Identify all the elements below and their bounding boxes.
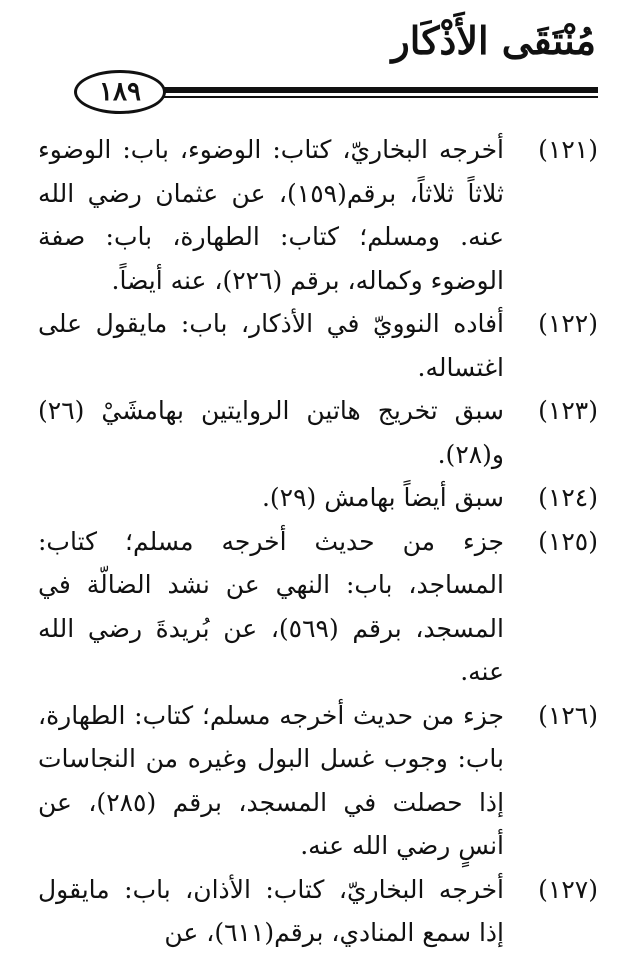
footnote-text: أخرجه البخاريّ، كتاب: الوضوء، باب: الوضوء ثلاثاً ثلاثاً، برقم(١٥٩)، عن عثمان رضي الله عنه. ومسلم؛ كتاب: الطهارة، باب: صفة الوضوء وكماله، برقم (٢٢٦)، عنه أيضاً. [38,135,504,295]
footnote-number: (١٢٥) [538,526,598,556]
footnote-text: سبق تخريج هاتين الروايتين بهامشَيْ (٢٦) و(٢٨). [38,396,504,469]
footnote-item [38,520,598,694]
footnote-text: أفاده النوويّ في الأذكار، باب: مايقول على اغتساله. [38,309,504,382]
footnote-item [38,868,598,955]
footnote-text: أخرجه البخاريّ، كتاب: الأذان، باب: مايقول إذا سمع المنادي، برقم(٦١١)، عن [38,874,504,947]
footnote-number: (١٢٦) [538,700,598,730]
footnote-item [38,389,598,476]
footnote-number: (١٢٤) [538,483,598,512]
page-header [0,0,638,110]
page-number: ١٨٩ [99,77,141,107]
footnote-text: سبق أيضاً بهامش (٢٩). [261,483,504,512]
footnote-item [38,302,598,389]
footnote-number: (١٢٧) [538,874,598,904]
header-rule-thin [150,96,598,98]
page-number-oval [74,70,166,114]
footnote-item [38,128,598,302]
footnote-number: (١٢٣) [538,396,598,425]
footnote-item [38,694,598,868]
footnote-text: جزء من حديث أخرجه مسلم؛ كتاب: المساجد، باب: النهي عن نشد الضالّة في المسجد، برقم (٥٦٩)، عن بُريدةَ رضي الله عنه. [38,526,504,686]
footnotes-list [38,128,598,955]
footnote-number: (١٢١) [538,135,598,164]
footnote-item [38,476,598,520]
footnote-text: جزء من حديث أخرجه مسلم؛ كتاب: الطهارة، باب: وجوب غسل البول وغيره من النجاسات إذا حصلت في المسجد، برقم (٢٨٥)، عن أنسٍ رضي الله عنه. [38,700,505,860]
header-rule-thick [150,87,598,93]
book-title: مُنْتَقَى الأَذْكَار [391,18,596,63]
footnote-number: (١٢٢) [538,309,598,338]
